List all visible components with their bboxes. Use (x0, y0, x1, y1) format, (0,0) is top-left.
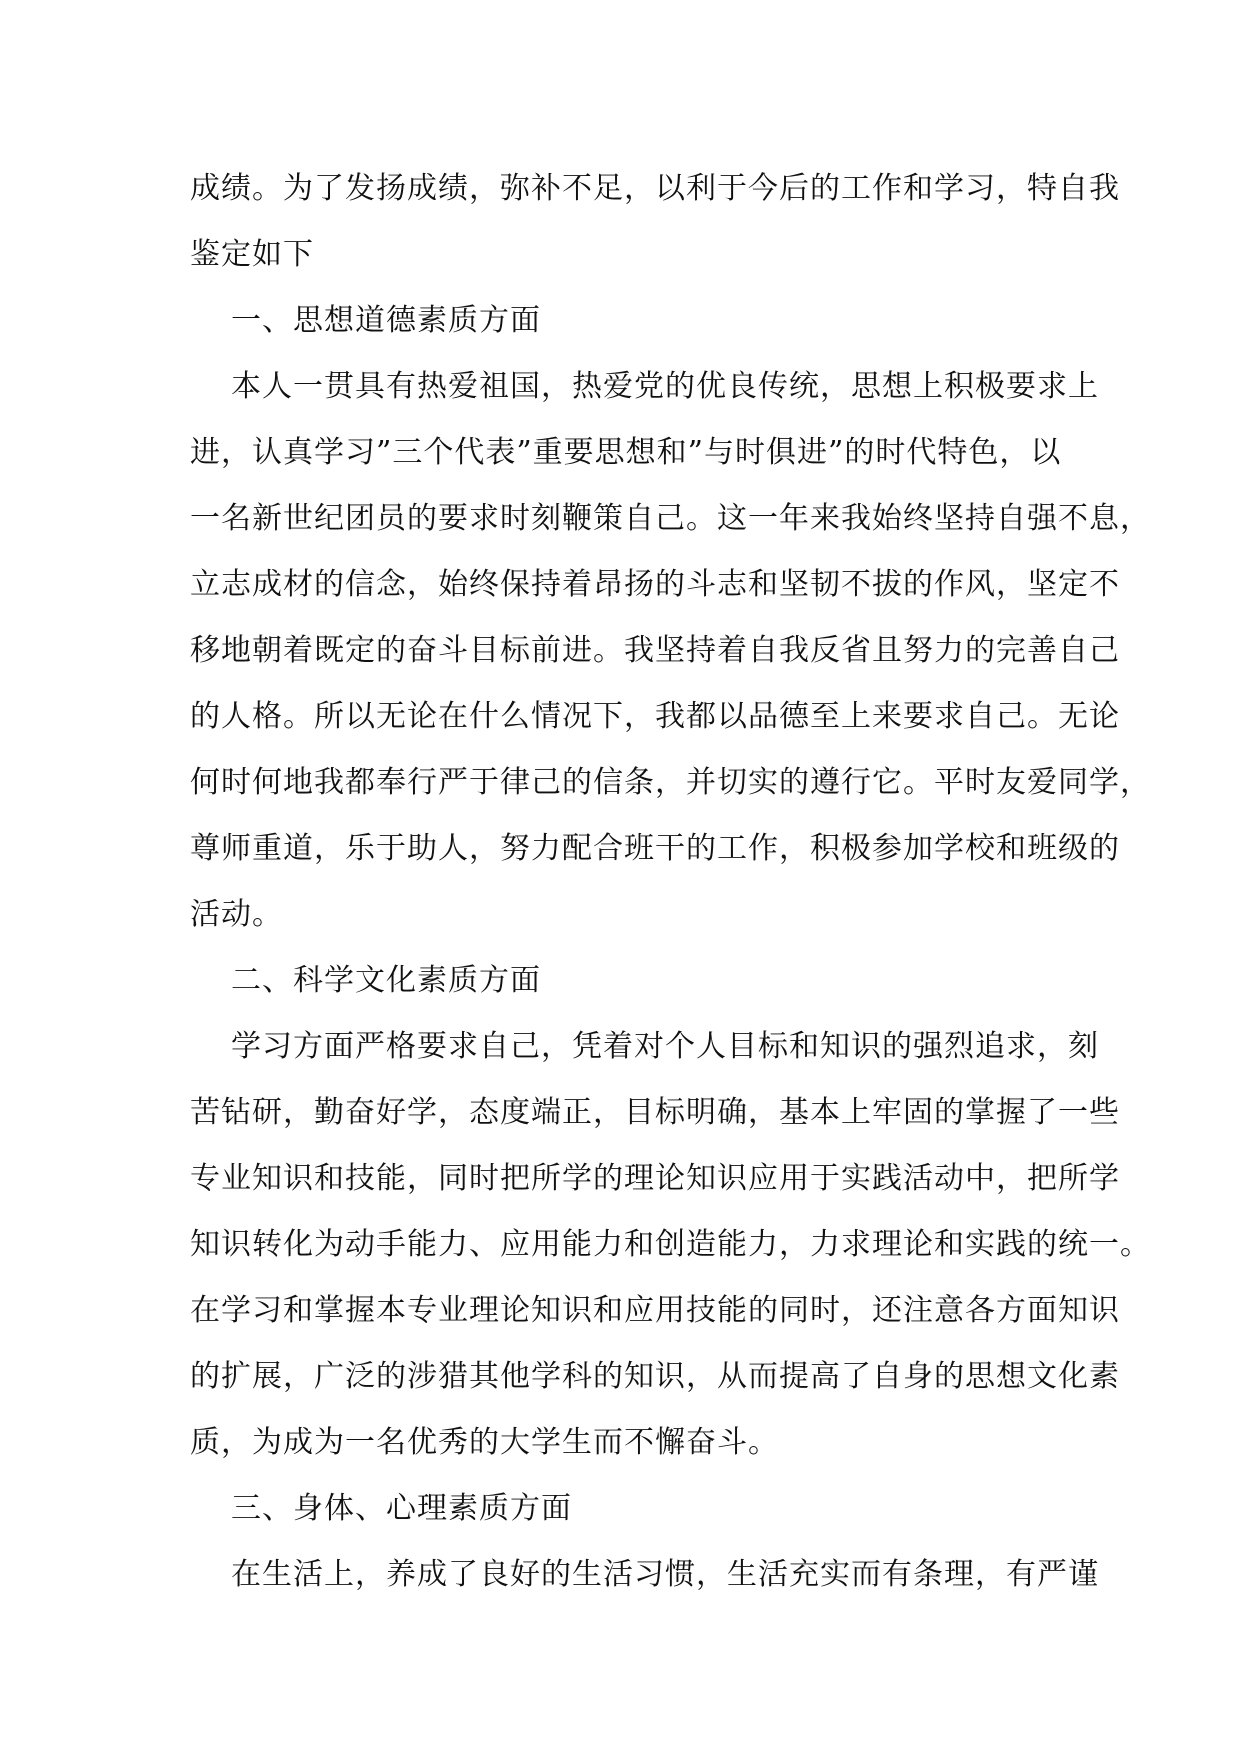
section-heading: 一、思想道德素质方面 (231, 303, 541, 338)
text-line: 活动。 (190, 897, 283, 932)
section-heading: 二、科学文化素质方面 (231, 963, 541, 998)
text-line: 一名新世纪团员的要求时刻鞭策自己。这一年来我始终坚持自强不息， (190, 501, 1151, 536)
text-line: 何时何地我都奉行严于律己的信条，并切实的遵行它。平时友爱同学， (190, 765, 1151, 800)
text-line: 移地朝着既定的奋斗目标前进。我坚持着自我反省且努力的完善自己 (190, 633, 1120, 668)
text-line: 在学习和掌握本专业理论知识和应用技能的同时，还注意各方面知识 (190, 1293, 1120, 1328)
text-line: 立志成材的信念，始终保持着昂扬的斗志和坚韧不拔的作风，坚定不 (190, 567, 1120, 602)
text-line: 的人格。所以无论在什么情况下，我都以品德至上来要求自己。无论 (190, 699, 1120, 734)
text-line: 学习方面严格要求自己，凭着对个人目标和知识的强烈追求，刻 (231, 1029, 1099, 1064)
text-line: 鉴定如下 (190, 237, 314, 272)
text-line: 进，认真学习”三个代表”重要思想和”与时俱进”的时代特色，以 (190, 435, 1062, 470)
text-line: 成绩。为了发扬成绩，弥补不足，以利于今后的工作和学习，特自我 (190, 171, 1120, 206)
text-line: 的扩展，广泛的涉猎其他学科的知识，从而提高了自身的思想文化素 (190, 1359, 1120, 1394)
text-line: 尊师重道，乐于助人，努力配合班干的工作，积极参加学校和班级的 (190, 831, 1120, 866)
text-line: 质，为成为一名优秀的大学生而不懈奋斗。 (190, 1425, 779, 1460)
text-line: 在生活上，养成了良好的生活习惯，生活充实而有条理，有严谨 (231, 1557, 1099, 1592)
text-line: 知识转化为动手能力、应用能力和创造能力，力求理论和实践的统一。 (190, 1227, 1151, 1262)
document-page (190, 156, 1151, 1608)
section-heading: 三、身体、心理素质方面 (231, 1491, 572, 1526)
text-line: 本人一贯具有热爱祖国，热爱党的优良传统，思想上积极要求上 (231, 369, 1099, 404)
text-line: 苦钻研，勤奋好学，态度端正，目标明确，基本上牢固的掌握了一些 (190, 1095, 1120, 1130)
text-line: 专业知识和技能，同时把所学的理论知识应用于实践活动中，把所学 (190, 1161, 1120, 1196)
